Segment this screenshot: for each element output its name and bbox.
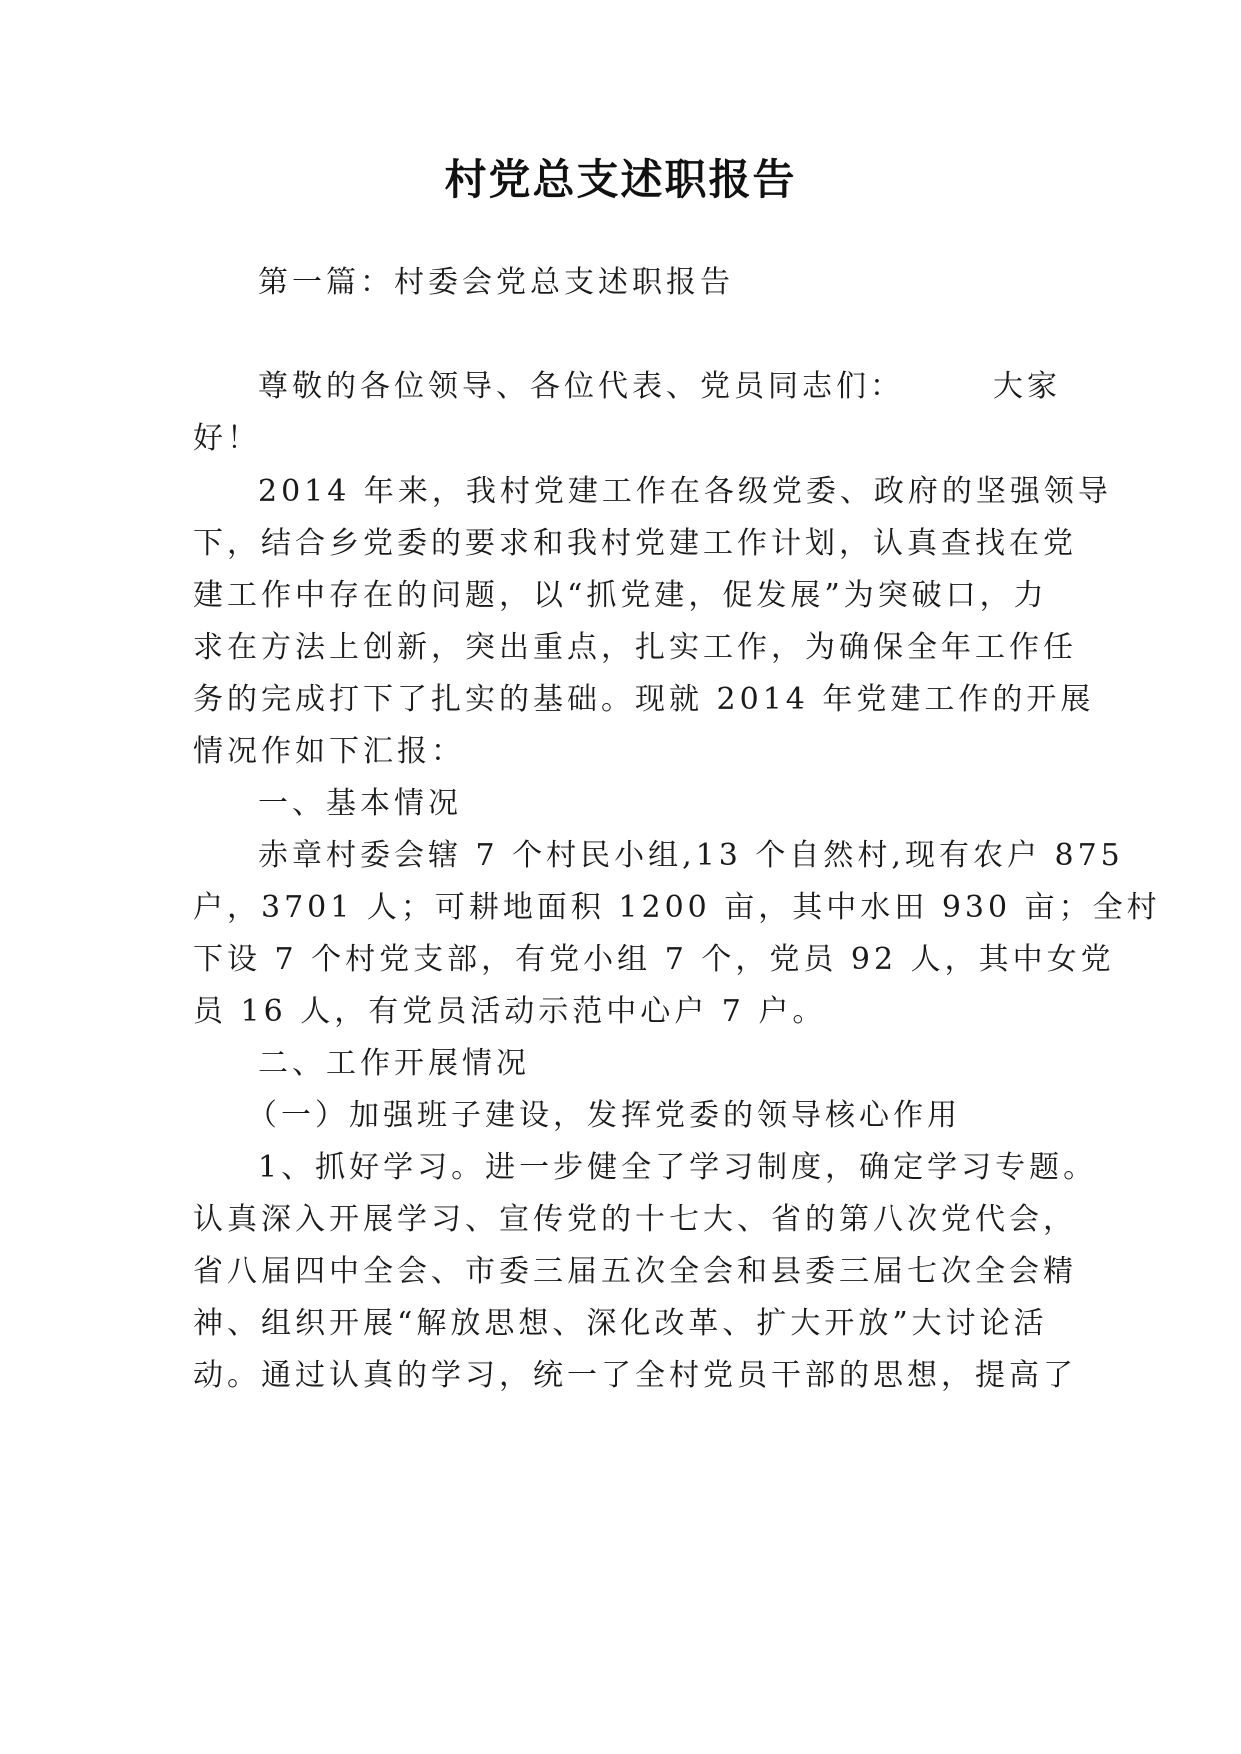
paragraph-line: 下设 7 个村党支部，有党小组 7 个，党员 92 人，其中女党 xyxy=(193,942,1115,977)
chapter-heading: 第一篇：村委会党总支述职报告 xyxy=(258,265,734,300)
paragraph-line: 赤章村委会辖 7 个村民小组,13 个自然村,现有农户 875 xyxy=(258,838,1124,873)
subsection-heading: （一）加强班子建设，发挥党委的领导核心作用 xyxy=(247,1098,961,1133)
paragraph-line: 认真深入开展学习、宣传党的十七大、省的第八次党代会， xyxy=(193,1202,1077,1237)
paragraph-line: 情况作如下汇报： xyxy=(193,734,465,769)
paragraph-line: 求在方法上创新，突出重点，扎实工作，为确保全年工作任 xyxy=(193,630,1077,665)
paragraph-line: 省八届四中全会、市委三届五次全会和县委三届七次全会精 xyxy=(193,1254,1077,1289)
greeting-line: 尊敬的各位领导、各位代表、党员同志们： xyxy=(258,369,904,404)
section-heading: 二、工作开展情况 xyxy=(258,1046,530,1081)
greeting-line-continued: 好！ xyxy=(193,421,261,456)
paragraph-line: 动。通过认真的学习，统一了全村党员干部的思想，提高了 xyxy=(193,1358,1077,1393)
paragraph-line: 务的完成打下了扎实的基础。现就 2014 年党建工作的开展 xyxy=(193,682,1095,717)
paragraph-line: 户，3701 人；可耕地面积 1200 亩，其中水田 930 亩；全村 xyxy=(193,890,1161,925)
greeting-line-right: 大家 xyxy=(993,369,1061,404)
paragraph-line: 神、组织开展“解放思想、深化改革、扩大开放”大讨论活 xyxy=(193,1306,1048,1341)
paragraph-line: 建工作中存在的问题，以“抓党建，促发展”为突破口，力 xyxy=(193,578,1048,613)
section-heading: 一、基本情况 xyxy=(258,786,462,821)
paragraph-line: 下，结合乡党委的要求和我村党建工作计划，认真查找在党 xyxy=(193,526,1077,561)
document-title: 村党总支述职报告 xyxy=(444,155,797,204)
paragraph-line: 2014 年来，我村党建工作在各级党委、政府的坚强领导 xyxy=(258,474,1112,509)
paragraph-line: 1、抓好学习。进一步健全了学习制度，确定学习专题。 xyxy=(258,1150,1098,1185)
paragraph-line: 员 16 人，有党员活动示范中心户 7 户。 xyxy=(193,994,827,1029)
